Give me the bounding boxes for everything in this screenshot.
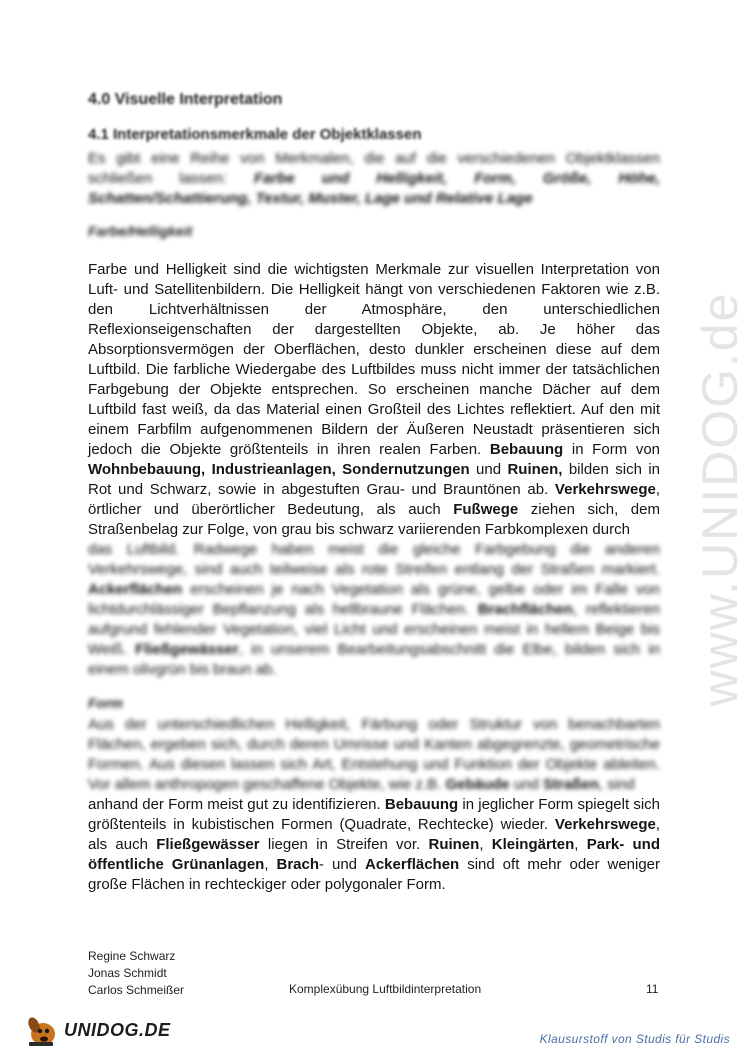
para-text: ,	[574, 836, 587, 853]
para-text: ziehen sich, dem Straßenbelag zur Folge, von grau bis schwarz variierenden Farbkomplexen durch	[88, 501, 660, 538]
watermark: www.UNIDOG.de	[692, 291, 748, 707]
para-bold: Gebäude	[445, 776, 510, 793]
paragraph-form	[88, 795, 660, 895]
para-text: das Luftbild. Radwege haben meist die gleiche Farbgebung die anderen Verkehrswege, sind auch teilweise als rote Streifen entlang der Straßen markiert.	[88, 541, 660, 578]
unidog-logo[interactable]	[24, 1010, 171, 1050]
intro-text: Es gibt eine Reihe von Merkmalen, die auf die verschiedenen Objektklassen schließen lassen:	[88, 150, 660, 187]
subheading-form: Form	[88, 695, 123, 711]
para-text: ,	[264, 856, 277, 873]
para-bold: Straßen	[543, 776, 599, 793]
para-text: und	[509, 776, 544, 793]
para-text: , reflektieren aufgrund fehlender Vegetation, viel Licht und erscheinen meist in hellem Beige bis Weiß.	[88, 601, 660, 658]
author-name: Jonas Schmidt	[88, 966, 167, 980]
dog-icon	[24, 1010, 64, 1050]
intro-bold-list: Farbe und Helligkeit, Form, Größe, Höhe, Schatten/Schattierung, Textur, Muster, Lage und Relative Lage	[88, 170, 660, 207]
intro-paragraph	[88, 149, 660, 209]
para-text: in jeglicher Form spiegelt sich größtenteils in kubistischen Formen (Quadrate, Rechtecke) wieder.	[88, 796, 660, 833]
para-bold: Ruinen	[428, 836, 480, 853]
author-name: Regine Schwarz	[88, 949, 176, 963]
section-heading: 4.0 Visuelle Interpretation	[88, 91, 283, 108]
para-bold: Verkehrswege	[554, 481, 656, 498]
para-bold: Ackerflächen	[365, 856, 460, 873]
logo-text: UNIDOG.DE	[64, 1020, 171, 1040]
page-number: 11	[646, 982, 659, 996]
para-text: erscheinen je nach Vegetation als grüne, gelbe oder im Falle von lichtdurchlässiger Bepflanzung als hellbraune Flächen.	[88, 581, 660, 618]
paragraph-farbe	[88, 260, 660, 540]
para-bold: Fußwege	[453, 501, 519, 518]
paragraph-farbe-continued	[88, 540, 660, 680]
para-text: bilden sich in Rot und Schwarz, sowie in abgestuften Grau- und Brauntönen ab.	[88, 461, 660, 498]
para-text: und	[469, 461, 508, 478]
para-bold: Verkehrswege	[554, 816, 656, 833]
para-bold: Brach	[276, 856, 320, 873]
para-text: Aus der unterschiedlichen Helligkeit, Färbung oder Struktur von benachbarten Flächen, ergeben sich, durch deren Umrisse und Kanten abgegrenzte, geometrische Formen. Aus diesen lassen sich Art, Entstehung und Funktion der Objekte ableiten. Vor allem anthropogen geschaffene Objekte, wie z.B.	[88, 716, 660, 793]
footer-title: Komplexübung Luftbildinterpretation	[289, 982, 482, 996]
para-bold: Brachflächen	[477, 601, 573, 618]
para-bold: Fließgewässer	[135, 641, 239, 658]
para-text: , örtlicher und überörtlicher Bedeutung, als auch	[88, 481, 660, 518]
para-text: sind oft mehr oder weniger große Flächen in rechteckiger oder polygonaler Form.	[88, 856, 661, 893]
para-text: , sind	[598, 776, 635, 793]
para-bold: Ruinen,	[507, 461, 563, 478]
para-text: liegen in Streifen vor.	[259, 836, 429, 853]
subsection-heading: 4.1 Interpretationsmerkmale der Objektklassen	[88, 126, 422, 143]
para-text: anhand der Form meist gut zu identifizieren.	[88, 796, 385, 813]
subheading-farbe: Farbe/Helligkeit	[88, 223, 193, 239]
para-bold: Fließgewässer	[156, 836, 260, 853]
para-bold: Park- und öffentliche Grünanlagen	[88, 836, 660, 873]
slogan: Klausurstoff von Studis für Studis	[539, 1032, 730, 1046]
para-text: - und	[319, 856, 365, 873]
para-bold: Bebauung	[384, 796, 459, 813]
para-text: ,	[479, 836, 492, 853]
footer-authors	[88, 948, 184, 999]
paragraph-form-blurred	[88, 715, 660, 795]
para-text: Farbe und Helligkeit sind die wichtigsten Merkmale zur visuellen Interpretation von Luft- und Satellitenbildern. Die Helligkeit hängt von verschiedenen Faktoren wie z.B. den Lichtverhältnissen der Atmosphäre, den unterschiedlichen Reflexionseigenschaften der dargestellten Objekte, ab. Je höher das Absorptionsvermögen der Oberflächen, desto dunkler erscheinen diese auf dem Luftbild. Die farbliche Wiedergabe des Luftbildes muss nicht immer der tatsächlichen Farbgebung der Objekte entsprechen. So erscheinen manche Dächer auf dem Luftbild fast weiß, da das Material einen Großteil des Lichtes reflektiert. Auf den mit einem Farbfilm aufgenommenen Bildern der Äußeren Neustadt präsentieren sich jedoch die Objekte größtenteils in ihren realen Farben.	[88, 261, 660, 458]
para-bold: Kleingärten	[491, 836, 575, 853]
para-text: , als auch	[88, 816, 660, 853]
para-text: , in unserem Bearbeitungsabschnitt die Elbe, bilden sich in einem olivgrün bis braun ab.	[88, 641, 660, 678]
para-text: in Form von	[563, 441, 661, 458]
author-name: Carlos Schmeißer	[88, 983, 185, 997]
para-bold: Ackerflächen	[88, 581, 183, 598]
para-bold: Bebauung	[489, 441, 564, 458]
para-bold: Wohnbebauung, Industrieanlagen, Sondernutzungen	[88, 461, 470, 478]
